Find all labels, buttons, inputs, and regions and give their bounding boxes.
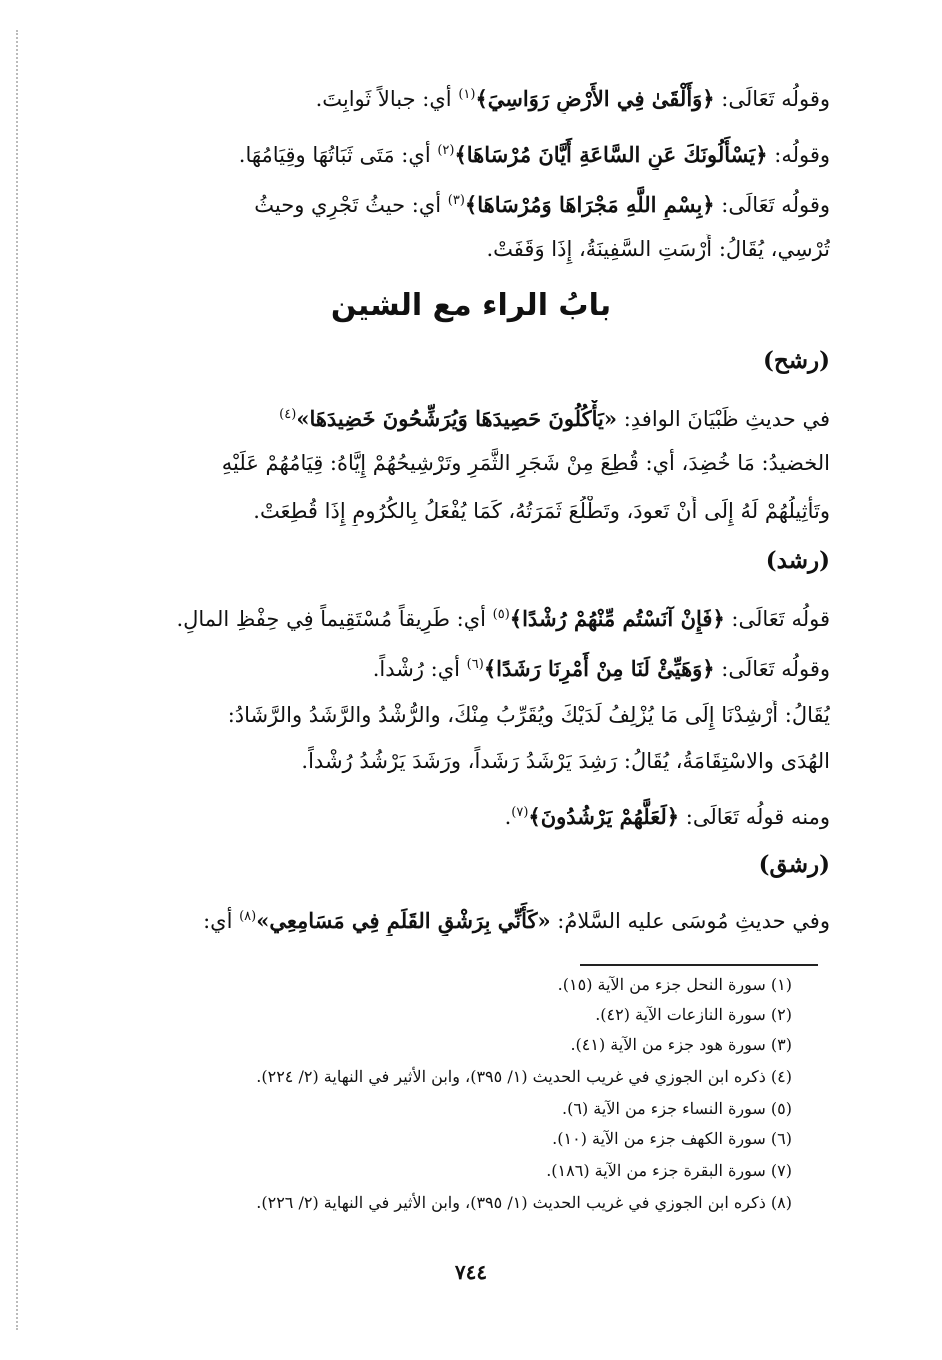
- text-line: وقولُه تَعَالَى: ﴿بِسْمِ اللَّهِ مَجْرَاهَا وَمُرْسَاهَا﴾$^{(٣)}$ أي: حيثُ تَجْرِي وحيثُ: [254, 192, 830, 217]
- footnote: (٧) سورة البقرة جزء من الآية (١٨٦).: [546, 1161, 792, 1180]
- footnote-separator: [580, 964, 818, 966]
- root-heading-rashh: (رشح): [763, 347, 830, 374]
- text-line: ومنه قولُه تَعَالَى: ﴿لَعَلَّهُمْ يَرْشُدُونَ﴾$^{(٧)}$.: [504, 804, 830, 829]
- text-line: الهُدَى والاسْتِقَامَةُ، يُقَالُ: رَشِدَ يَرْشَدُ رَشَداً، ورَشَدَ يَرْشُدُ رُشْداً.: [301, 749, 830, 773]
- footnote: (١) سورة النحل جزء من الآية (١٥).: [557, 975, 792, 994]
- text-line: وتَأْثِيلُهُمْ لَهُ إِلَى أَنْ تَعودَ، وتَطْلُعَ ثَمَرَتُهُ، كَمَا يُفْعَلُ بِالكُرُومِ إِذَا قُطِعَتْ.: [253, 499, 830, 523]
- text-line: وقولُه: ﴿يَسْأَلُونَكَ عَنِ السَّاعَةِ أَيَّانَ مُرْسَاهَا﴾$^{(٢)}$ أي: مَتَى ثَبَاتُهَا وقِيَامُهَا.: [238, 142, 830, 167]
- footnote: (٣) سورة هود جزء من الآية (٤١).: [570, 1035, 792, 1054]
- footnote: (٦) سورة الكهف جزء من الآية (١٠).: [552, 1129, 792, 1148]
- text-line: وفي حديثِ مُوسَى عليه السَّلامُ: «كَأَنِّي بِرَشْقِ القَلَمِ فِي مَسَامِعِي»$^{(٨)}$ أي:: [203, 908, 830, 933]
- chapter-title: بابُ الراء مع الشين: [330, 288, 612, 323]
- page-number: ٧٤٤: [454, 1260, 488, 1284]
- text-line: الخضيدُ: مَا خُضِدَ، أي: قُطِعَ مِنْ شَجَرِ الثَّمَرِ وتَرْشِيحُهُمْ إِيَّاهُ: قِيَامُهُمْ عَلَيْهِ: [221, 451, 830, 475]
- text-line: قولُه تَعَالَى: ﴿فَإِنْ آنَسْتُم مِّنْهُمْ رُشْدًا﴾$^{(٥)}$ أي: طَرِيقاً مُسْتَقِيماً فِي حِفْظِ المالِ.: [176, 606, 830, 631]
- binding-edge: [16, 30, 18, 1330]
- root-heading-rashd: (رشد): [765, 547, 830, 574]
- text-line: تُرْسِي، يُقَالُ: أَرْسَتِ السَّفِينَةُ، إِذَا وَقَفَتْ.: [486, 237, 830, 261]
- footnote: (٨) ذكره ابن الجوزي في غريب الحديث (١/ ٣٩٥)، وابن الأثير في النهاية (٢/ ٢٢٦).: [256, 1193, 792, 1212]
- text-line: وقولُه تَعَالَى: ﴿وَهَيِّئْ لَنَا مِنْ أَمْرِنَا رَشَدًا﴾$^{(٦)}$ أي: رُشْداً.: [372, 656, 830, 681]
- text-line: يُقَالُ: أَرْشِدْنَا إِلَى مَا يُزْلِفُ لَدَيْكَ ويُقَرِّبُ مِنْكَ، والرُّشْدُ والرَّشَدُ والرَّشَادُ:: [227, 703, 830, 727]
- text-line: في حديثِ ظَبْيَانَ الوافدِ: «يَأْكُلُونَ حَصِيدَهَا وَيُرَشِّحُونَ خَضِيدَهَا»$^{(٤)}$: [279, 406, 830, 431]
- footnote: (٢) سورة النازعات الآية (٤٢).: [595, 1005, 792, 1024]
- footnote: (٥) سورة النساء جزء من الآية (٦).: [562, 1099, 792, 1118]
- text-line: وقولُه تَعَالَى: ﴿وَأَلْقَىٰ فِي الأَرْضِ رَوَاسِيَ﴾$^{(١)}$ أي: جبالاً ثَوابِتَ.: [315, 86, 830, 111]
- footnote: (٤) ذكره ابن الجوزي في غريب الحديث (١/ ٣٩٥)، وابن الأثير في النهاية (٢/ ٢٢٤).: [256, 1067, 792, 1086]
- root-heading-rashq: (رشق): [758, 851, 830, 878]
